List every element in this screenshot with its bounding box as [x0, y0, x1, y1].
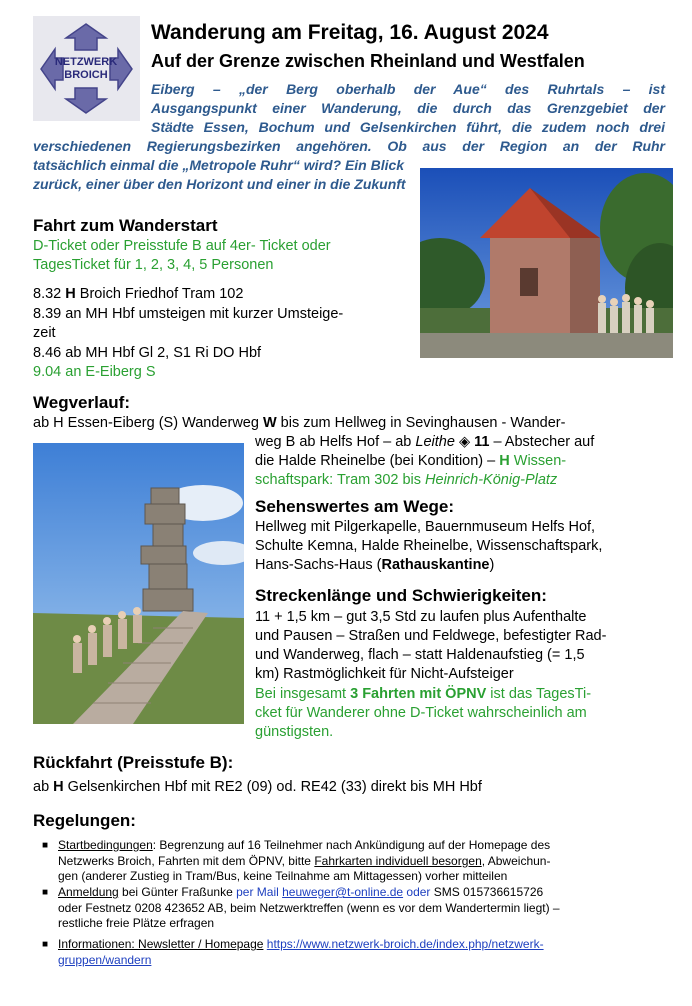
weg-text: Wissen- — [509, 453, 567, 469]
weg-line-1 — [33, 414, 565, 433]
rule-line — [58, 953, 658, 969]
schedule-3: 8.46 ab MH Hbf Gl 2, S1 Ri DO Hbf — [33, 345, 262, 361]
intro-line-3: Städte Essen, Bochum und Gelsenkirchen führt, die zudem noch drei — [151, 119, 665, 135]
schedule-1-text: Broich Friedhof Tram 102 — [79, 286, 244, 302]
strecke-green-3: günstigsten. — [255, 724, 334, 740]
rule-line: oder Festnetz 0208 423652 AB, beim Netzwerktreffen (wenn es vor dem Wandertermin liegt) – — [58, 900, 560, 915]
diamond-icon: ◈ — [458, 434, 471, 450]
fahrt-heading: Fahrt zum Wanderstart — [33, 216, 218, 235]
rule-anmeldung — [42, 885, 658, 932]
rule-line — [58, 885, 658, 901]
rule-text: per Mail — [236, 885, 283, 899]
strecke-bold: 3 Fahrten mit ÖPNV — [350, 686, 487, 702]
rule-informationen — [42, 937, 658, 968]
strecke-line-4: km) Rastmöglichkeit für Nicht-Aufsteiger — [255, 666, 514, 682]
sehens-bold: Rathauskantine — [381, 557, 490, 573]
rueckfahrt-line — [33, 778, 482, 797]
weg-text: weg B ab Helfs Hof – ab — [255, 434, 416, 450]
rule-label: Anmeldung — [58, 885, 119, 899]
weg-dest: Heinrich-König-Platz — [425, 472, 558, 488]
strecke-line-2: und Pausen – Straßen und Feldwege, befestigter Rad- — [255, 628, 607, 644]
rueckfahrt-heading: Rückfahrt (Preisstufe B): — [33, 753, 234, 772]
homepage-link[interactable]: https://www.netzwerk-broich.de/index.php/netzwerk- — [266, 937, 544, 951]
schedule-4: 9.04 an E-Eiberg S — [33, 364, 156, 380]
rule-underlined: Fahrkarten individuell besorgen — [314, 853, 482, 868]
strecke-line-1: 11 + 1,5 km – gut 3,5 Std zu laufen plus Aufenthalte — [255, 609, 587, 625]
rule-line: restliche freie Plätze erfragen — [58, 916, 215, 930]
weg-text: die Halde Rheinelbe (bei Kondition) – — [255, 453, 500, 469]
schedule-1-time: 8.32 — [33, 286, 62, 302]
regelungen-heading: Regelungen: — [33, 811, 136, 830]
rule-startbedingungen — [42, 838, 658, 885]
ticket-line-1: D-Ticket oder Preisstufe B auf 4er- Ticket oder — [33, 238, 331, 254]
intro-line-1: Eiberg – „der Berg oberhalb der Aue“ des Ruhrtals – ist — [151, 81, 665, 97]
weg-text: schaftspark: Tram 302 bis — [255, 472, 426, 488]
email-link[interactable]: heuweger@t-online.de — [282, 885, 404, 899]
intro-line-2: Ausgangspunkt einer Wanderung, die durch das Grenzgebiet der — [151, 100, 665, 116]
rule-line — [58, 854, 658, 870]
halde-photo — [33, 443, 244, 724]
page-subtitle: Auf der Grenze zwischen Rheinland und Westfalen — [151, 51, 585, 71]
rule-line: gen (anderer Zustieg in Tram/Bus, keine Teilnahme am Mittagessen) vorher mitteilen — [58, 869, 508, 883]
weg-line-2 — [255, 433, 594, 452]
weg-w: W — [262, 415, 277, 431]
rule-line — [58, 838, 658, 854]
schedule-2-line-1: 8.39 an MH Hbf umsteigen mit kurzer Umsteige- — [33, 306, 344, 322]
bullet-icon: ■ — [42, 887, 49, 898]
logo-text-2: BROICH — [64, 69, 108, 81]
bullet-icon: ■ — [42, 939, 49, 950]
chapel-photo — [420, 168, 673, 358]
bullet-icon: ■ — [42, 840, 49, 851]
stop-h-icon: H — [499, 453, 510, 469]
sehens-text: Hans-Sachs-Haus ( — [255, 557, 382, 573]
schedule-2-line-2: zeit — [33, 325, 56, 341]
weg-line-3 — [255, 452, 566, 471]
strecke-line-3: und Wanderweg, flach – statt Haldenaufstieg (= 1,5 — [255, 647, 585, 663]
rueck-text: ab — [33, 779, 54, 795]
rule-text: oder — [403, 885, 431, 899]
rule-line — [58, 937, 658, 953]
rule-text: Netzwerks Broich, Fahrten mit dem ÖPNV, bitte — [58, 853, 315, 868]
rule-text: bei Günter Fraßunke — [118, 885, 237, 899]
rule-text: SMS 015736615726 — [430, 885, 544, 899]
strecke-green-2: cket für Wanderer ohne D-Ticket wahrscheinlich am — [255, 705, 587, 721]
weg-text: – Abstecher auf — [489, 434, 595, 450]
page-title: Wanderung am Freitag, 16. August 2024 — [151, 21, 549, 44]
rueck-text: Gelsenkirchen Hbf mit RE2 (09) od. RE42 (33) direkt bis MH Hbf — [63, 779, 482, 795]
stop-h-icon: H — [65, 286, 76, 302]
weg-num: 11 — [474, 434, 490, 450]
sehens-line-1: Hellweg mit Pilgerkapelle, Bauernmuseum Helfs Hof, — [255, 519, 596, 535]
strecke-text: ist das TagesTi- — [486, 686, 592, 702]
weg-text: ab H Essen-Eiberg (S) Wanderweg — [33, 415, 263, 431]
logo-text-1: NETZWERK — [54, 56, 118, 68]
sehenswertes-heading: Sehenswertes am Wege: — [255, 497, 455, 516]
intro-tail: tatsächlich einmal die „Metropole Ruhr“ wird? Ein Blick zurück, einer über den Horizont und einer in die Zukunft — [33, 157, 406, 192]
homepage-link-cont[interactable]: gruppen/wandern — [58, 952, 152, 967]
strecke-text: Bei insgesamt — [255, 686, 351, 702]
weg-text: bis zum Hellweg in Sevinghausen - Wander- — [276, 415, 566, 431]
rule-label: Informationen: Newsletter / Homepage — [58, 937, 264, 951]
strecke-heading: Streckenlänge und Schwierigkeiten: — [255, 586, 547, 605]
ticket-line-2: TagesTicket für 1, 2, 3, 4, 5 Personen — [33, 257, 274, 273]
rule-text: : Begrenzung auf 16 Teilnehmer nach Ankündigung auf der Homepage des — [152, 838, 551, 852]
strecke-green-1 — [255, 685, 591, 704]
stop-h-icon: H — [53, 779, 64, 795]
sehens-line-2: Schulte Kemna, Halde Rheinelbe, Wissenschaftspark, — [255, 538, 603, 554]
rule-label: Startbedingungen — [58, 838, 153, 852]
weg-line-4 — [255, 471, 557, 490]
wegverlauf-heading: Wegverlauf: — [33, 393, 130, 412]
rule-text: , Abweichun- — [481, 853, 551, 868]
sehens-line-3 — [255, 556, 494, 575]
schedule-1 — [33, 285, 243, 304]
weg-leithe: Leithe — [415, 434, 455, 450]
sehens-text: ) — [489, 557, 495, 573]
intro-line-4: verschiedenen Regierungsbezirken angehören. Ob aus der Region an der Ruhr — [33, 138, 665, 154]
